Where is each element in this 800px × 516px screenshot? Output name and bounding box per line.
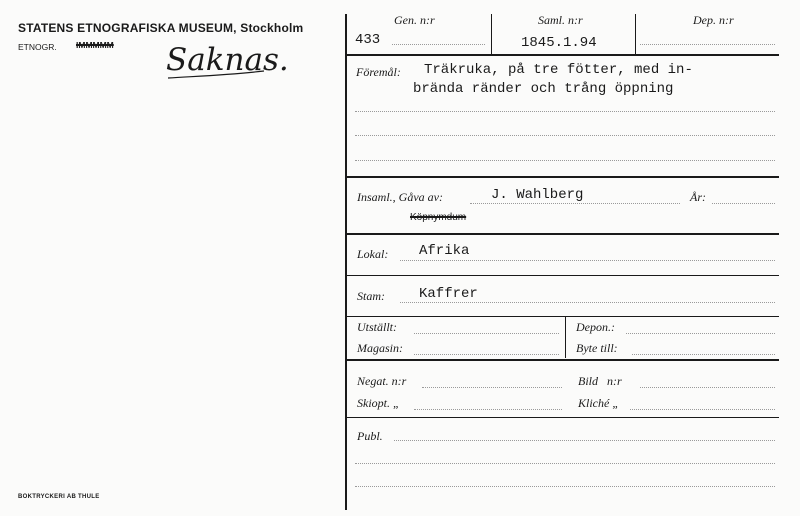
foremal-line-b bbox=[355, 135, 775, 136]
dep-nr-label: Dep. n:r bbox=[693, 13, 734, 27]
handwritten-note bbox=[160, 36, 290, 82]
publ-label: Publ. bbox=[357, 429, 383, 443]
bild-line bbox=[640, 387, 775, 388]
negat-line bbox=[422, 387, 562, 388]
byte-till-label: Byte till: bbox=[576, 341, 618, 355]
museum-heading: STATENS ETNOGRAFISKA MUSEUM, Stockholm bbox=[18, 21, 304, 35]
gen-nr-line bbox=[392, 44, 485, 45]
ar-line bbox=[712, 203, 775, 204]
stam-value: Kaffrer bbox=[419, 286, 478, 302]
rule-storage bbox=[346, 359, 779, 361]
publ-line-b bbox=[355, 463, 775, 464]
skiopt-line bbox=[414, 409, 562, 410]
foremal-line-1: Träkruka, på tre fötter, med in- bbox=[424, 62, 693, 78]
saml-nr-label: Saml. n:r bbox=[538, 13, 583, 27]
publ-line-a bbox=[394, 440, 775, 441]
kliche-line bbox=[630, 409, 775, 410]
utstallt-line bbox=[414, 333, 559, 334]
foremal-line-c bbox=[355, 160, 775, 161]
saml-nr-value: 1845.1.94 bbox=[521, 35, 597, 51]
kliche-label: Kliché „ bbox=[578, 396, 619, 410]
magasin-label: Magasin: bbox=[357, 341, 403, 355]
stam-line bbox=[400, 302, 775, 303]
card-divider bbox=[345, 14, 347, 510]
depon-label: Depon.: bbox=[576, 320, 615, 334]
svg-text:Saknas.: Saknas. bbox=[166, 42, 289, 78]
foremal-label: Föremål: bbox=[356, 65, 401, 79]
utstallt-label: Utställt: bbox=[357, 320, 398, 334]
stam-label: Stam: bbox=[357, 289, 385, 303]
lokal-value: Afrika bbox=[419, 243, 470, 259]
magasin-line bbox=[414, 354, 559, 355]
rule-stam bbox=[346, 316, 779, 317]
insaml-value: J. Wahlberg bbox=[491, 187, 584, 203]
insaml-label: Insaml., Gåva av: bbox=[357, 190, 443, 204]
rule-foremal bbox=[346, 176, 779, 178]
header-divider-1 bbox=[491, 14, 492, 54]
negat-label: Negat. n:r bbox=[357, 374, 407, 388]
lokal-label: Lokal: bbox=[357, 247, 389, 261]
skiopt-label: Skiopt. „ bbox=[357, 396, 400, 410]
depon-line bbox=[626, 333, 775, 334]
etnogr-label: ETNOGR. bbox=[18, 42, 57, 52]
gen-nr-value: 433 bbox=[355, 32, 381, 48]
printer-imprint: BOKTRYCKERI AB THULE bbox=[18, 494, 100, 500]
rule-header bbox=[346, 54, 779, 56]
byte-till-line bbox=[632, 354, 775, 355]
publ-line-c bbox=[355, 486, 775, 487]
etnogr-struck-text: IMMMMM bbox=[76, 40, 114, 50]
rule-lokal bbox=[346, 275, 779, 276]
foremal-line-2: brända ränder och trång öppning bbox=[413, 81, 674, 97]
insaml-struck-text: Köpnymdum bbox=[410, 212, 467, 223]
insaml-line bbox=[470, 203, 680, 204]
bild-label: Bild n:r bbox=[578, 374, 622, 388]
rule-photo bbox=[346, 417, 779, 418]
rule-insaml bbox=[346, 233, 779, 235]
ar-label: År: bbox=[690, 190, 706, 204]
lokal-line bbox=[400, 260, 775, 261]
foremal-line-a bbox=[355, 111, 775, 112]
header-divider-2 bbox=[635, 14, 636, 54]
dep-nr-line bbox=[640, 44, 775, 45]
gen-nr-label: Gen. n:r bbox=[394, 13, 435, 27]
storage-divider bbox=[565, 316, 566, 358]
